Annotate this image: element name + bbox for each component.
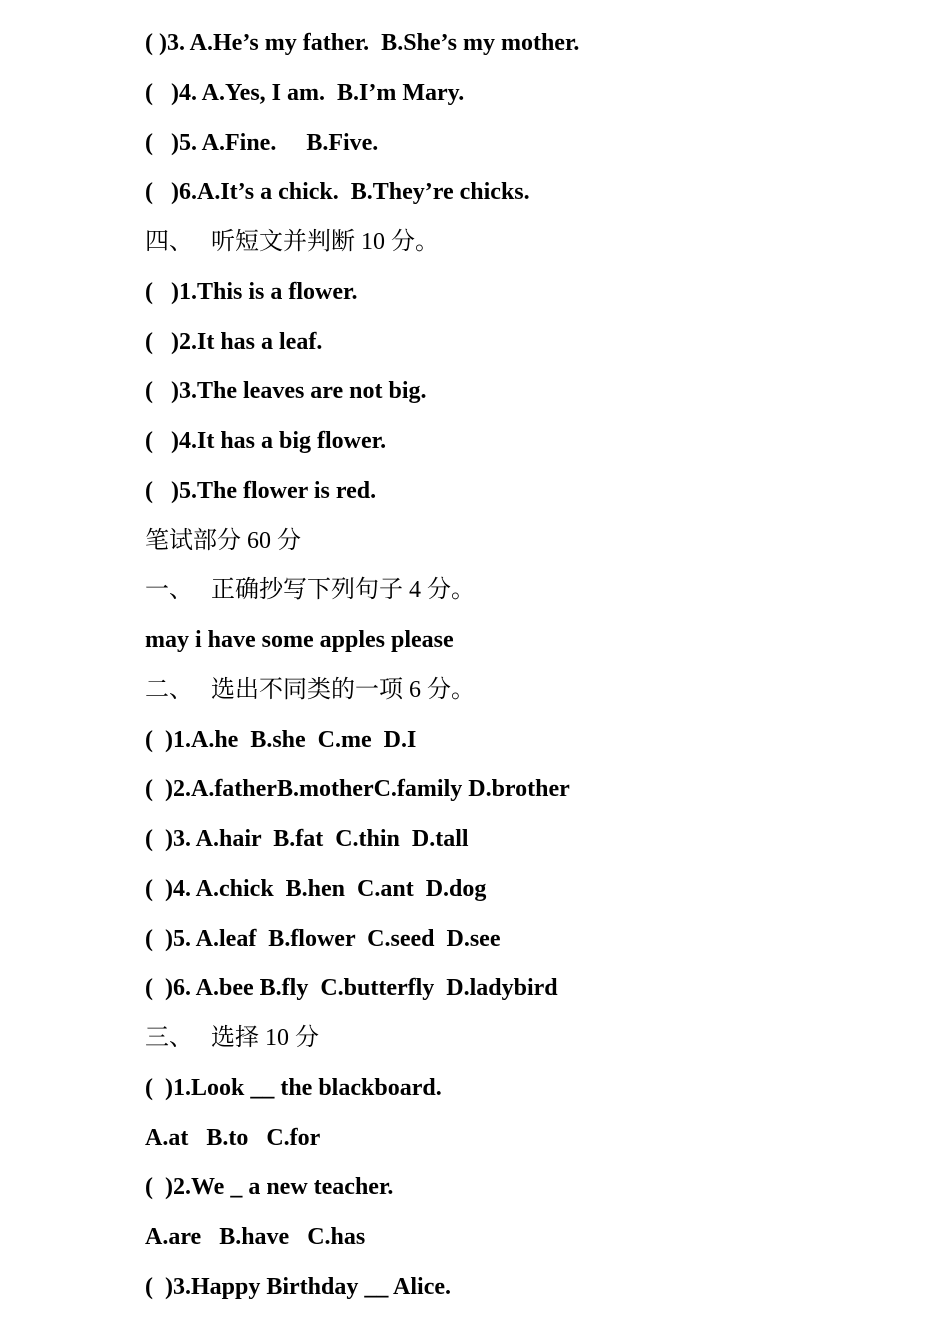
- question-line: ( )2.A.fatherB.motherC.family D.brother: [145, 776, 570, 803]
- section-heading: 一、 正确抄写下列句子 4 分。: [145, 577, 475, 604]
- question-line: ( )2.It has a leaf.: [145, 328, 323, 355]
- question-line: ( )5. A.leaf B.flower C.seed D.see: [145, 925, 501, 952]
- question-line: ( )5. A.Fine. B.Five.: [145, 129, 379, 156]
- answer-options: A.are B.have C.has: [145, 1224, 366, 1250]
- section-heading: 四、 听短文并判断 10 分。: [145, 229, 439, 255]
- part-heading: 笔试部分 60 分: [145, 527, 301, 554]
- section-heading: 二、 选出不同类的一项 6 分。: [145, 676, 475, 703]
- question-line: ( )6. A.bee B.fly C.butterfly D.ladybird: [145, 975, 558, 1002]
- question-line: ( )4. A.Yes, I am. B.I’m Mary.: [145, 79, 465, 106]
- question-line: ( )2.We _ a new teacher.: [145, 1174, 394, 1201]
- section-heading: 三、 选择 10 分: [145, 1025, 319, 1051]
- question-line: ( )3. A.hair B.fat C.thin D.tall: [145, 826, 469, 852]
- exam-page: [145, 19, 925, 1313]
- copy-sentence: may i have some apples please: [145, 627, 454, 653]
- question-line: ( )5.The flower is red.: [145, 477, 377, 504]
- question-line: ( )1.Look __ the blackboard.: [145, 1074, 442, 1101]
- question-line: ( )6.A.It’s a chick. B.They’re chicks.: [145, 179, 530, 206]
- question-line: ( )1.A.he B.she C.me D.I: [145, 726, 417, 753]
- question-line: ( )4.It has a big flower.: [145, 428, 387, 454]
- question-line: ( )3.The leaves are not big.: [145, 378, 427, 405]
- question-line: ( )4. A.chick B.hen C.ant D.dog: [145, 875, 487, 902]
- answer-options: A.at B.to C.for: [145, 1124, 321, 1151]
- question-line: ( )3.Happy Birthday __ Alice.: [145, 1273, 452, 1300]
- question-line: ( )1.This is a flower.: [145, 278, 358, 305]
- question-line: ( )3. A.He’s my father. B.She’s my mother.: [145, 30, 580, 56]
